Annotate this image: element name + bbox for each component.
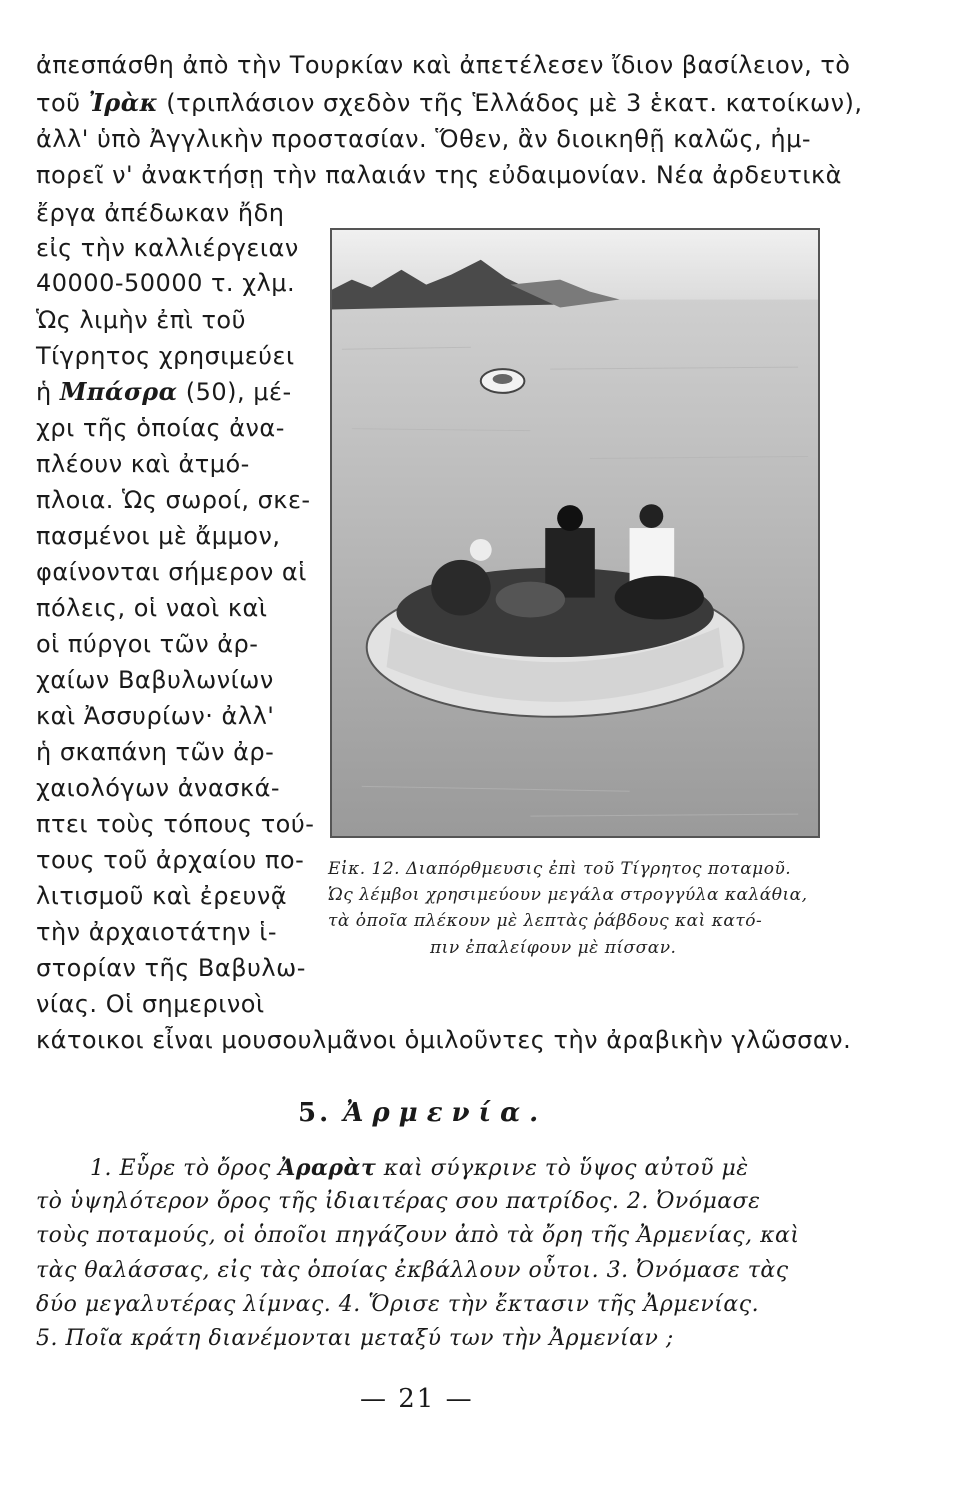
- text-run: 1. Εὗρε τὸ ὄρος: [90, 1156, 279, 1181]
- body-text-line: λιτισμοῦ καὶ ἐρευνᾷ: [36, 882, 288, 910]
- body-text-line: χαίων Βαβυλωνίων: [36, 666, 274, 694]
- text-run: καὶ σύγκρινε τὸ ὕψος αὐτοῦ μὲ: [376, 1156, 749, 1181]
- exercise-line: 5. Ποῖα κράτη διανέμονται μεταξύ των τὴν Ἀρμενίαν ;: [36, 1326, 674, 1351]
- body-text-line: Ὡς λιμὴν ἐπὶ τοῦ: [36, 306, 246, 334]
- page-number: — 21 —: [360, 1384, 474, 1414]
- body-text-line: κάτοικοι εἶναι μουσουλμᾶνοι ὁμιλοῦντες τὴν ἀραβικὴν γλῶσσαν.: [36, 1026, 852, 1054]
- body-text-line: πλέουν καὶ ἀτμό-: [36, 450, 250, 478]
- text-run: ἡ: [36, 378, 60, 406]
- body-text-line: ἀλλ' ὑπὸ Ἀγγλικὴν προστασίαν. Ὅθεν, ἂν διοικηθῇ καλῶς, ἠμ-: [36, 125, 812, 153]
- photo-illustration: [332, 230, 818, 836]
- body-text-line: οἱ πύργοι τῶν ἀρ-: [36, 630, 259, 658]
- figure-caption-line: Εἰκ. 12. Διαπόρθμευσις ἐπὶ τοῦ Τίγρητος ποταμοῦ.: [328, 859, 792, 879]
- section-heading: [298, 1098, 547, 1128]
- body-text-line: φαίνονται σήμερον αἱ: [36, 558, 307, 586]
- exercise-line: [90, 1154, 749, 1183]
- body-text-line: ἔργα ἀπέδωκαν ἤδη: [36, 199, 285, 227]
- body-text-line: πτει τοὺς τόπους τού-: [36, 810, 315, 838]
- figure-caption-line: τὰ ὁποῖα πλέκουν μὲ λεπτὰς ῥάβδους καὶ κατό-: [328, 911, 763, 931]
- body-text-line: πασμένοι μὲ ἄμμον,: [36, 522, 281, 550]
- exercise-line: τὸ ὑψηλότερον ὄρος τῆς ἰδιαιτέρας σου πατρίδος. 2. Ὀνόμασε: [36, 1189, 761, 1214]
- body-text-line: [36, 88, 862, 118]
- body-text-line: πλοια. Ὡς σωροί, σκε-: [36, 486, 311, 514]
- body-text-line: πόλεις, οἱ ναοὶ καὶ: [36, 594, 268, 622]
- body-text-line: Τίγρητος χρησιμεύει: [36, 342, 295, 370]
- figure-caption-line: πιν ἐπαλείφουν μὲ πίσσαν.: [430, 938, 677, 958]
- text-run: τοῦ: [36, 89, 89, 117]
- exercise-line: τὰς θαλάσσας, εἰς τὰς ὁποίας ἐκβάλλουν οὗτοι. 3. Ὀνόμασε τὰς: [36, 1258, 789, 1283]
- body-text-line: [36, 377, 292, 407]
- section-number: 5.: [298, 1098, 332, 1128]
- iraq-emphasis: Ἰρὰκ: [88, 88, 159, 117]
- body-text-line: χρι τῆς ὁποίας ἀνα-: [36, 414, 285, 442]
- text-run: (50), μέ-: [177, 378, 292, 406]
- text-run: (τριπλάσιον σχεδὸν τῆς Ἑλλάδος μὲ 3 ἑκατ. κατοίκων),: [158, 89, 863, 117]
- basra-emphasis: Μπάσρα: [59, 377, 178, 406]
- body-text-line: χαιολόγων ἀνασκά-: [36, 774, 281, 802]
- body-text-line: καὶ Ἀσσυρίων· ἀλλ': [36, 702, 275, 730]
- section-title: Ἀρμενία.: [343, 1098, 548, 1128]
- photo-basket-boat: [330, 228, 820, 838]
- body-text-line: τους τοῦ ἀρχαίου πο-: [36, 846, 305, 874]
- figure-caption-line: Ὡς λέμβοι χρησιμεύουν μεγάλα στρογγύλα καλάθια,: [328, 885, 808, 905]
- exercise-line: τοὺς ποταμούς, οἱ ὁποῖοι πηγάζουν ἀπὸ τὰ ὄρη τῆς Ἀρμενίας, καὶ: [36, 1223, 800, 1248]
- ararat-emphasis: Ἀραρὰτ: [278, 1155, 377, 1181]
- exercise-line: δύο μεγαλυτέρας λίμνας. 4. Ὅρισε τὴν ἔκτασιν τῆς Ἀρμενίας.: [36, 1292, 760, 1317]
- body-text-line: 40000-50000 τ. χλμ.: [36, 269, 296, 297]
- body-text-line: ἡ σκαπάνη τῶν ἀρ-: [36, 738, 275, 766]
- body-text-line: πορεῖ ν' ἀνακτήσῃ τὴν παλαιάν της εὐδαιμονίαν. Νέα ἀρδευτικὰ: [36, 161, 842, 189]
- body-text-line: νίας. Οἱ σημερινοὶ: [36, 990, 265, 1018]
- body-text-line: στορίαν τῆς Βαβυλω-: [36, 954, 306, 982]
- body-text-line: τὴν ἀρχαιοτάτην ἱ-: [36, 918, 277, 946]
- body-text-line: εἰς τὴν καλλιέργειαν: [36, 234, 299, 262]
- body-text-line: ἀπεσπάσθη ἀπὸ τὴν Τουρκίαν καὶ ἀπετέλεσεν ἴδιον βασίλειον, τὸ: [36, 51, 851, 79]
